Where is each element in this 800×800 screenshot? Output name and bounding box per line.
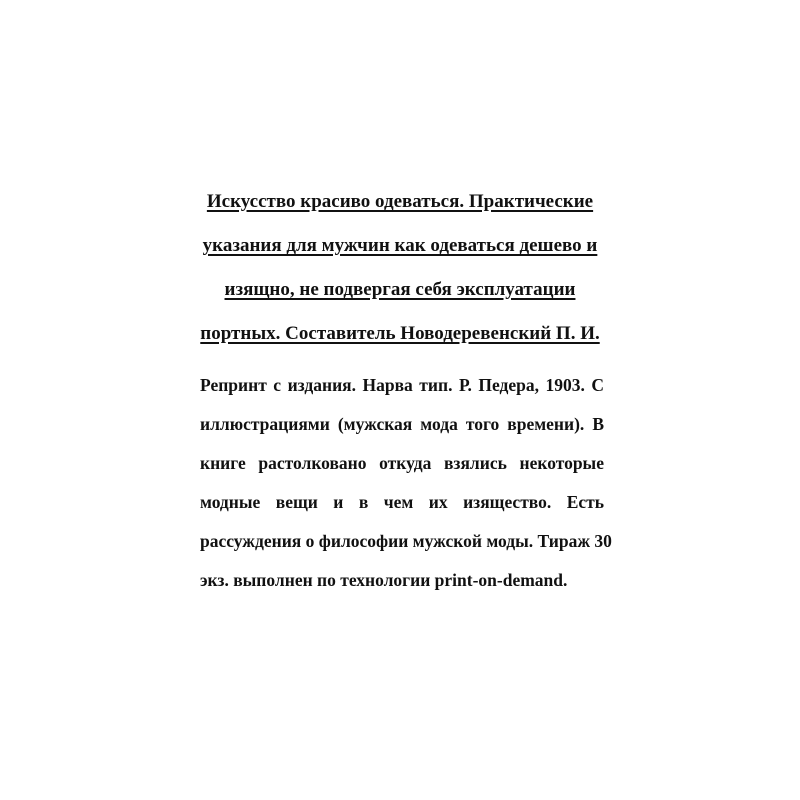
title-line-4: портных. Составитель Новодеревенский П. И. <box>200 323 600 344</box>
description-line-2: иллюстрациями (мужская мода того времени). В <box>200 414 604 434</box>
description-line-5: рассуждения о философии мужской моды. Тираж 30 <box>200 531 612 551</box>
description-line-1: Репринт с издания. Нарва тип. Р. Педера, 1903. С <box>200 375 604 395</box>
description-line-6: экз. выполнен по технологии print-on-demand. <box>200 570 568 590</box>
title-line-2: указания для мужчин как одеваться дешево и <box>202 235 598 256</box>
title-line-3: изящно, не подвергая себя эксплуатации <box>224 279 576 300</box>
title-line-1: Искусство красиво одеваться. Практические <box>206 191 594 212</box>
book-description <box>200 366 612 600</box>
description-line-4: модные вещи и в чем их изящество. Есть <box>200 492 604 512</box>
description-line-3: книге растолковано откуда взялись некоторые <box>200 453 604 473</box>
book-title <box>185 180 615 356</box>
